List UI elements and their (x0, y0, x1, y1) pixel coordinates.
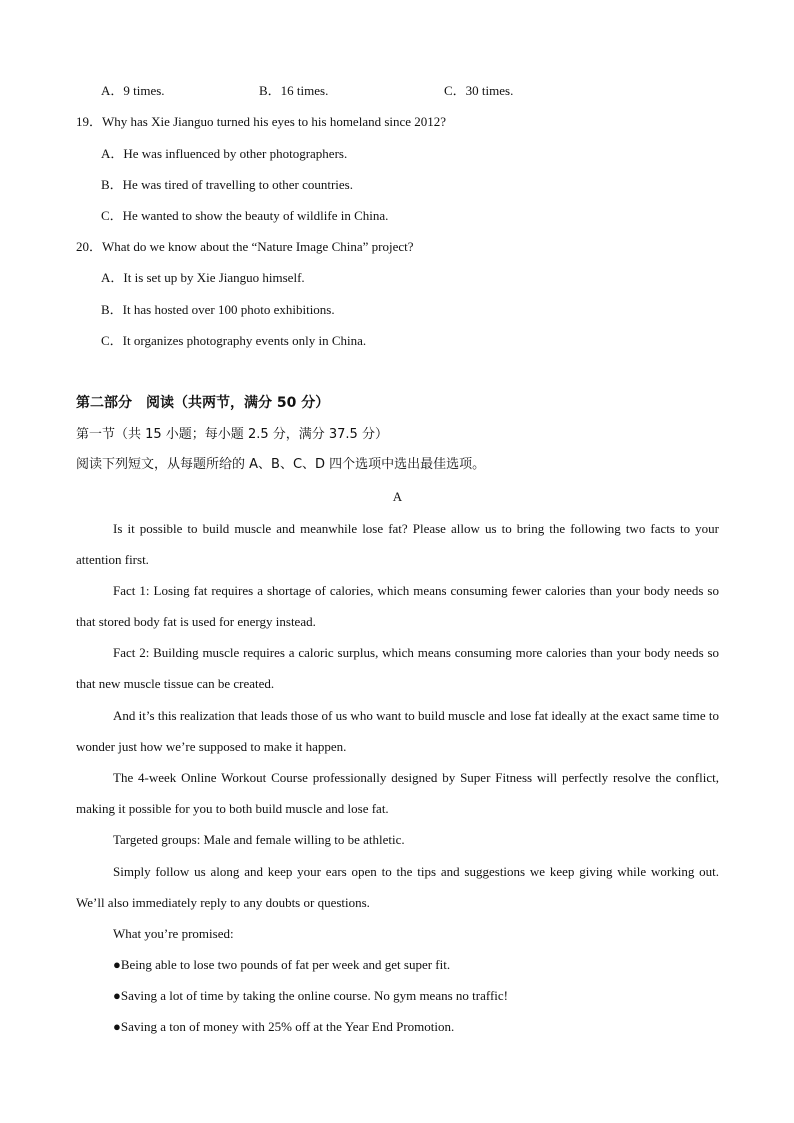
passage-paragraph-7: Simply follow us along and keep your ears open to the tips and suggestions we keep giving while working out. We’ll also immediately reply to any doubts or questions. (76, 864, 719, 911)
passage-targeted-groups: Targeted groups: Male and female willing to be athletic. (113, 832, 405, 847)
passage-label: A (392, 489, 403, 504)
q19-option-c: C．He wanted to show the beauty of wildlife in China. (101, 208, 389, 223)
passage-paragraph-1: Is it possible to build muscle and meanwhile lose fat? Please allow us to bring the following two facts to your attention first. (76, 521, 719, 568)
q20-option-c: C．It organizes photography events only in China. (101, 333, 367, 348)
instruction: 阅读下列短文，从每题所给的 A、B、C、D 四个选项中选出最佳选项。 (76, 457, 486, 472)
q18-option-c: C．30 times. (444, 83, 514, 98)
q18-option-b: B．16 times. (259, 83, 329, 98)
part2-heading: 第二部分 阅读（共两节，满分 50 分） (76, 395, 330, 411)
passage-paragraph-fact-1: Fact 1: Losing fat requires a shortage of calories, which means consuming fewer calories than your body needs so that stored body fat is used for energy instead. (76, 583, 719, 630)
q19-option-b: B．He was tired of travelling to other countries. (101, 177, 353, 192)
q20-stem: 20．What do we know about the “Nature Image China” project? (76, 239, 414, 254)
q18-options (101, 82, 701, 100)
q19-stem: 19．Why has Xie Jianguo turned his eyes to his homeland since 2012? (76, 114, 447, 129)
passage-promised-label: What you’re promised: (113, 926, 234, 941)
passage-paragraph-5: The 4-week Online Workout Course professionally designed by Super Fitness will perfectly resolve the conflict, making it possible for you to both build muscle and lose fat. (76, 770, 719, 817)
passage-paragraph-4: And it’s this realization that leads those of us who want to build muscle and lose fat ideally at the exact same time to wonder just how we’re supposed to make it happen. (76, 708, 719, 755)
bullet-item-3: ●Saving a ton of money with 25% off at the Year End Promotion. (113, 1019, 455, 1034)
q18-option-a: A．9 times. (101, 83, 165, 98)
passage-paragraph-fact-2: Fact 2: Building muscle requires a caloric surplus, which means consuming more calories than your body needs so that new muscle tissue can be created. (76, 645, 719, 692)
q20-option-b: B．It has hosted over 100 photo exhibitions. (101, 302, 335, 317)
q19-option-a: A．He was influenced by other photographers. (101, 146, 348, 161)
bullet-item-2: ●Saving a lot of time by taking the online course. No gym means no traffic! (113, 988, 508, 1003)
q20-option-a: A．It is set up by Xie Jianguo himself. (101, 270, 305, 285)
section1-heading: 第一节（共 15 小题；每小题 2.5 分，满分 37.5 分） (76, 427, 388, 442)
bullet-item-1: ●Being able to lose two pounds of fat per week and get super fit. (113, 957, 451, 972)
